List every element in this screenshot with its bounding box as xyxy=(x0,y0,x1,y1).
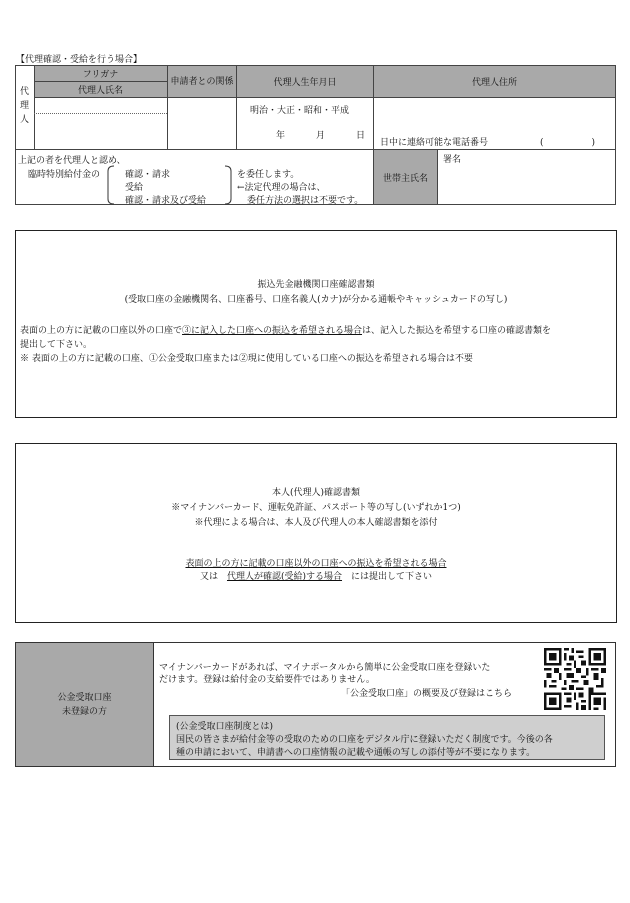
relation-header: 申請者との関係 xyxy=(170,76,234,87)
era-options[interactable]: 明治・大正・昭和・平成 xyxy=(250,106,350,116)
public-account-label: 公金受取口座 未登録の方 xyxy=(16,643,154,766)
id-document-box xyxy=(15,443,617,623)
bank-box-note: ※ 表面の上の方に記載の口座、①公金受取口座または②現に使用している口座への振込を希望される場合は不要 xyxy=(20,354,473,364)
month-unit: 月 xyxy=(316,131,326,141)
qr-code-icon[interactable] xyxy=(544,648,606,710)
id-box-condition1: 表面の上の方に記載の口座以外の口座への振込を希望される場合 xyxy=(185,559,447,569)
householder-name-field[interactable] xyxy=(438,150,615,204)
option-confirm-and-receive[interactable]: 確認・請求及び受給 xyxy=(125,196,207,206)
householder-label: 世帯主氏名 xyxy=(382,173,428,184)
public-account-text-1: マイナンバーカードがあれば、マイナポータルから簡単に公金受取口座を登録いた xyxy=(159,663,491,673)
furigana-field[interactable] xyxy=(35,98,166,112)
section-title: 【代理確認・受給を行う場合】 xyxy=(16,55,143,65)
phone-label: 日中に連絡可能な電話番号 xyxy=(380,138,489,148)
bank-box-instruction: 表面の上の方に記載の口座以外の口座で③に記入した口座への振込を希望される場合は、記入した振込を希望する口座の確認書類を xyxy=(20,326,552,336)
public-account-info-title: (公金受取口座制度とは) xyxy=(176,722,274,732)
address-header: 代理人住所 xyxy=(471,78,517,88)
id-box-line2: ※代理による場合は、本人及び代理人の本人確認書類を添付 xyxy=(194,518,438,528)
furigana-header: フリガナ xyxy=(82,70,119,80)
delegation-prefix: 臨時特別給付金の xyxy=(28,170,101,180)
legal-agent-note-2: 委任方法の選択は不要です。 xyxy=(247,196,364,206)
bank-box-subtitle: (受取口座の金融機関名、口座番号、口座名義人(カナ)が分かる通帳やキャッシュカードの写し) xyxy=(124,295,508,305)
public-account-info-line2: 種の申請において、申請書への口座情報の記載や通帳の写しの添付等が不要になります。 xyxy=(176,748,536,758)
agent-name-field[interactable] xyxy=(35,114,166,148)
bank-box-instruction-2: 提出して下さい。 xyxy=(20,340,93,350)
year-unit: 年 xyxy=(276,131,286,141)
bank-document-box xyxy=(15,230,617,418)
public-account-info-box xyxy=(169,715,605,760)
public-account-text-2: だけます。登録は給付金の支給要件ではありません。 xyxy=(159,675,375,685)
option-receive[interactable]: 受給 xyxy=(125,183,144,193)
entrust-text: を委任します。 xyxy=(237,170,300,180)
legal-agent-note: ←法定代理の場合は、 xyxy=(237,183,326,193)
delegation-line1: 上記の者を代理人と認め、 xyxy=(18,156,126,166)
public-account-section xyxy=(15,642,616,767)
option-confirm-request[interactable]: 確認・請求 xyxy=(125,170,171,180)
address-field[interactable] xyxy=(374,98,615,132)
id-box-condition2: 又は 代理人が確認(受給)する場合 には提出して下さい xyxy=(199,572,433,582)
relation-field[interactable] xyxy=(168,98,235,148)
agent-side-label: 代 理 人 xyxy=(19,87,29,125)
bank-box-title: 振込先金融機関口座確認書類 xyxy=(257,280,375,290)
phone-field[interactable]: ( ) xyxy=(540,138,606,148)
birthdate-header: 代理人生年月日 xyxy=(273,78,337,88)
public-account-info-line1: 国民の皆さまが給付金等の受取のための口座をデジタル庁に登録いただく制度です。今後の各 xyxy=(176,735,553,745)
id-box-line1: ※マイナンバーカード、運転免許証、パスポート等の写し(いずれか1つ) xyxy=(171,503,461,513)
agent-name-header: 代理人氏名 xyxy=(77,86,123,96)
public-account-link[interactable]: 「公金受取口座」の概要及び登録はこちら xyxy=(341,689,513,699)
day-unit: 日 xyxy=(356,131,366,141)
id-box-title: 本人(代理人)確認書類 xyxy=(271,488,361,498)
signature-label: 署名 xyxy=(443,155,462,165)
